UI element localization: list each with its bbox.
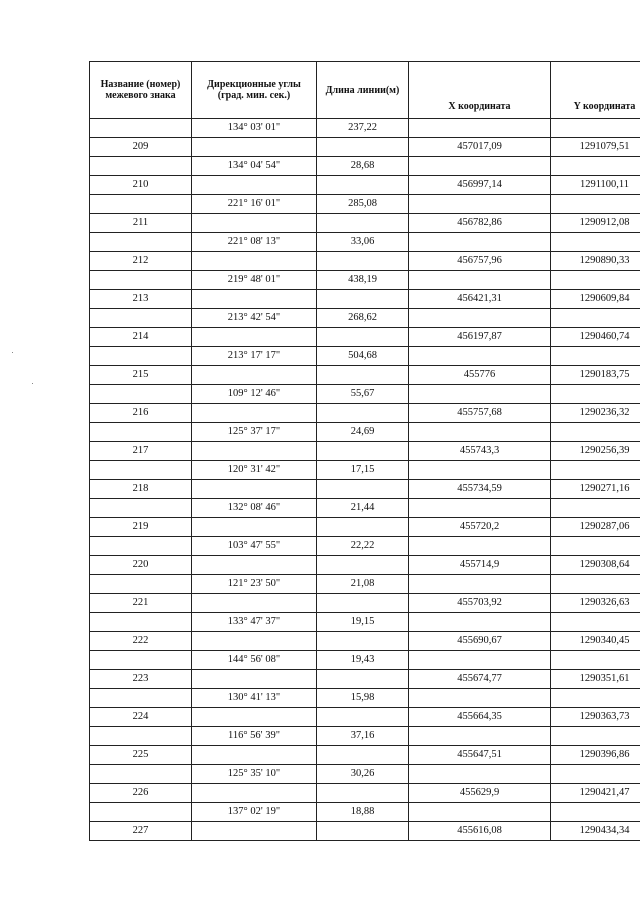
table-row xyxy=(90,822,640,841)
line-length-cell xyxy=(317,404,409,423)
x-coordinate-cell xyxy=(409,727,551,746)
table-header-row xyxy=(90,62,640,119)
x-coordinate-cell xyxy=(409,803,551,822)
table-row xyxy=(90,252,640,271)
point-name-cell xyxy=(90,803,192,822)
point-name-cell xyxy=(90,233,192,252)
y-coordinate-cell xyxy=(551,651,640,670)
line-length-cell xyxy=(317,328,409,347)
table-row xyxy=(90,233,640,252)
x-coordinate-cell xyxy=(409,689,551,708)
line-length-cell xyxy=(317,822,409,841)
point-name-cell xyxy=(90,689,192,708)
table-row xyxy=(90,480,640,499)
table-row xyxy=(90,366,640,385)
table-row xyxy=(90,499,640,518)
direction-angle-cell: 103° 47' 55" xyxy=(192,537,317,556)
x-coordinate-cell xyxy=(409,575,551,594)
line-length-cell: 237,22 xyxy=(317,119,409,138)
direction-angle-cell: 130° 41' 13" xyxy=(192,689,317,708)
line-length-cell: 21,44 xyxy=(317,499,409,518)
y-coordinate-cell xyxy=(551,233,640,252)
y-coordinate-cell xyxy=(551,727,640,746)
direction-angle-cell: 133° 47' 37" xyxy=(192,613,317,632)
point-name-cell xyxy=(90,271,192,290)
table-row xyxy=(90,518,640,537)
point-name-cell xyxy=(90,347,192,366)
scan-speck xyxy=(32,383,33,384)
table-row xyxy=(90,138,640,157)
table-row xyxy=(90,651,640,670)
point-name-cell: 210 xyxy=(90,176,192,195)
point-name-cell xyxy=(90,727,192,746)
line-length-cell: 19,15 xyxy=(317,613,409,632)
point-name-cell xyxy=(90,537,192,556)
y-coordinate-cell xyxy=(551,195,640,214)
x-coordinate-cell xyxy=(409,195,551,214)
direction-angle-cell xyxy=(192,290,317,309)
line-length-cell xyxy=(317,556,409,575)
line-length-cell: 18,88 xyxy=(317,803,409,822)
table-row xyxy=(90,556,640,575)
line-length-cell: 55,67 xyxy=(317,385,409,404)
direction-angle-cell xyxy=(192,214,317,233)
y-coordinate-cell: 1290308,64 xyxy=(551,556,640,575)
table-row xyxy=(90,176,640,195)
line-length-cell xyxy=(317,784,409,803)
x-coordinate-cell xyxy=(409,385,551,404)
table-row xyxy=(90,727,640,746)
direction-angle-cell xyxy=(192,822,317,841)
x-coordinate-cell xyxy=(409,499,551,518)
header-y: Y координата xyxy=(551,62,640,119)
point-name-cell xyxy=(90,195,192,214)
direction-angle-cell: 221° 16' 01" xyxy=(192,195,317,214)
y-coordinate-cell xyxy=(551,537,640,556)
y-coordinate-cell: 1290460,74 xyxy=(551,328,640,347)
direction-angle-cell xyxy=(192,784,317,803)
direction-angle-cell: 125° 37' 17" xyxy=(192,423,317,442)
y-coordinate-cell xyxy=(551,461,640,480)
y-coordinate-cell xyxy=(551,385,640,404)
line-length-cell: 33,06 xyxy=(317,233,409,252)
direction-angle-cell xyxy=(192,252,317,271)
point-name-cell xyxy=(90,613,192,632)
direction-angle-cell xyxy=(192,328,317,347)
direction-angle-cell: 221° 08' 13" xyxy=(192,233,317,252)
point-name-cell xyxy=(90,461,192,480)
y-coordinate-cell xyxy=(551,613,640,632)
table-row xyxy=(90,632,640,651)
direction-angle-cell xyxy=(192,138,317,157)
point-name-cell: 219 xyxy=(90,518,192,537)
direction-angle-cell: 109° 12' 46" xyxy=(192,385,317,404)
y-coordinate-cell xyxy=(551,347,640,366)
y-coordinate-cell xyxy=(551,157,640,176)
boundary-coordinates-table xyxy=(89,61,640,841)
x-coordinate-cell: 457017,09 xyxy=(409,138,551,157)
table-row xyxy=(90,765,640,784)
line-length-cell: 21,08 xyxy=(317,575,409,594)
table-row xyxy=(90,461,640,480)
table-row xyxy=(90,328,640,347)
table-row xyxy=(90,613,640,632)
point-name-cell xyxy=(90,385,192,404)
table-row xyxy=(90,404,640,423)
x-coordinate-cell xyxy=(409,613,551,632)
x-coordinate-cell xyxy=(409,537,551,556)
x-coordinate-cell xyxy=(409,309,551,328)
table-row xyxy=(90,537,640,556)
line-length-cell: 268,62 xyxy=(317,309,409,328)
x-coordinate-cell: 455690,67 xyxy=(409,632,551,651)
table-row xyxy=(90,214,640,233)
y-coordinate-cell: 1290912,08 xyxy=(551,214,640,233)
x-coordinate-cell xyxy=(409,119,551,138)
table-row xyxy=(90,271,640,290)
x-coordinate-cell: 455629,9 xyxy=(409,784,551,803)
point-name-cell: 212 xyxy=(90,252,192,271)
x-coordinate-cell: 455616,08 xyxy=(409,822,551,841)
line-length-cell: 438,19 xyxy=(317,271,409,290)
line-length-cell xyxy=(317,480,409,499)
direction-angle-cell xyxy=(192,480,317,499)
header-length: Длина линии(м) xyxy=(317,62,409,119)
x-coordinate-cell: 455720,2 xyxy=(409,518,551,537)
direction-angle-cell: 213° 42' 54" xyxy=(192,309,317,328)
y-coordinate-cell: 1290271,16 xyxy=(551,480,640,499)
y-coordinate-cell: 1290421,47 xyxy=(551,784,640,803)
line-length-cell xyxy=(317,708,409,727)
line-length-cell: 24,69 xyxy=(317,423,409,442)
line-length-cell: 37,16 xyxy=(317,727,409,746)
table-row xyxy=(90,689,640,708)
y-coordinate-cell xyxy=(551,499,640,518)
line-length-cell xyxy=(317,138,409,157)
point-name-cell: 211 xyxy=(90,214,192,233)
y-coordinate-cell: 1291079,51 xyxy=(551,138,640,157)
x-coordinate-cell xyxy=(409,271,551,290)
line-length-cell xyxy=(317,176,409,195)
y-coordinate-cell xyxy=(551,271,640,290)
x-coordinate-cell: 456997,14 xyxy=(409,176,551,195)
line-length-cell xyxy=(317,746,409,765)
point-name-cell: 227 xyxy=(90,822,192,841)
point-name-cell: 223 xyxy=(90,670,192,689)
direction-angle-cell xyxy=(192,632,317,651)
x-coordinate-cell xyxy=(409,157,551,176)
y-coordinate-cell: 1290890,33 xyxy=(551,252,640,271)
table-row xyxy=(90,119,640,138)
line-length-cell xyxy=(317,442,409,461)
point-name-cell: 224 xyxy=(90,708,192,727)
direction-angle-cell: 137° 02' 19" xyxy=(192,803,317,822)
x-coordinate-cell xyxy=(409,423,551,442)
scan-speck xyxy=(12,352,13,353)
direction-angle-cell: 116° 56' 39" xyxy=(192,727,317,746)
table-row xyxy=(90,442,640,461)
table-row xyxy=(90,784,640,803)
point-name-cell: 216 xyxy=(90,404,192,423)
table-row xyxy=(90,803,640,822)
y-coordinate-cell: 1290609,84 xyxy=(551,290,640,309)
table-row xyxy=(90,385,640,404)
y-coordinate-cell: 1290287,06 xyxy=(551,518,640,537)
direction-angle-cell xyxy=(192,176,317,195)
line-length-cell xyxy=(317,594,409,613)
x-coordinate-cell xyxy=(409,461,551,480)
direction-angle-cell xyxy=(192,404,317,423)
y-coordinate-cell: 1291100,11 xyxy=(551,176,640,195)
direction-angle-cell: 120° 31' 42" xyxy=(192,461,317,480)
direction-angle-cell: 134° 04' 54" xyxy=(192,157,317,176)
line-length-cell: 22,22 xyxy=(317,537,409,556)
y-coordinate-cell: 1290351,61 xyxy=(551,670,640,689)
point-name-cell xyxy=(90,499,192,518)
direction-angle-cell xyxy=(192,366,317,385)
direction-angle-cell: 134° 03' 01" xyxy=(192,119,317,138)
point-name-cell: 217 xyxy=(90,442,192,461)
x-coordinate-cell: 455647,51 xyxy=(409,746,551,765)
y-coordinate-cell xyxy=(551,119,640,138)
header-x: X координата xyxy=(409,62,551,119)
header-name: Название (номер) межевого знака xyxy=(90,62,192,119)
line-length-cell xyxy=(317,518,409,537)
point-name-cell: 226 xyxy=(90,784,192,803)
x-coordinate-cell xyxy=(409,765,551,784)
y-coordinate-cell: 1290183,75 xyxy=(551,366,640,385)
table-row xyxy=(90,195,640,214)
y-coordinate-cell xyxy=(551,765,640,784)
direction-angle-cell: 213° 17' 17" xyxy=(192,347,317,366)
x-coordinate-cell: 456782,86 xyxy=(409,214,551,233)
direction-angle-cell: 121° 23' 50" xyxy=(192,575,317,594)
x-coordinate-cell: 455664,35 xyxy=(409,708,551,727)
direction-angle-cell xyxy=(192,556,317,575)
point-name-cell xyxy=(90,575,192,594)
x-coordinate-cell: 455743,3 xyxy=(409,442,551,461)
x-coordinate-cell: 455674,77 xyxy=(409,670,551,689)
point-name-cell: 214 xyxy=(90,328,192,347)
direction-angle-cell xyxy=(192,518,317,537)
point-name-cell: 222 xyxy=(90,632,192,651)
table-row xyxy=(90,347,640,366)
y-coordinate-cell: 1290340,45 xyxy=(551,632,640,651)
y-coordinate-cell xyxy=(551,575,640,594)
y-coordinate-cell xyxy=(551,803,640,822)
line-length-cell: 17,15 xyxy=(317,461,409,480)
y-coordinate-cell: 1290256,39 xyxy=(551,442,640,461)
table-row xyxy=(90,423,640,442)
y-coordinate-cell xyxy=(551,309,640,328)
x-coordinate-cell: 455757,68 xyxy=(409,404,551,423)
table-row xyxy=(90,746,640,765)
line-length-cell: 504,68 xyxy=(317,347,409,366)
y-coordinate-cell: 1290236,32 xyxy=(551,404,640,423)
x-coordinate-cell: 456197,87 xyxy=(409,328,551,347)
line-length-cell xyxy=(317,214,409,233)
point-name-cell: 220 xyxy=(90,556,192,575)
x-coordinate-cell xyxy=(409,651,551,670)
direction-angle-cell: 132° 08' 46" xyxy=(192,499,317,518)
x-coordinate-cell xyxy=(409,347,551,366)
point-name-cell xyxy=(90,765,192,784)
x-coordinate-cell: 455734,59 xyxy=(409,480,551,499)
line-length-cell xyxy=(317,290,409,309)
x-coordinate-cell xyxy=(409,233,551,252)
line-length-cell: 19,43 xyxy=(317,651,409,670)
point-name-cell: 215 xyxy=(90,366,192,385)
point-name-cell xyxy=(90,423,192,442)
table-row xyxy=(90,670,640,689)
point-name-cell xyxy=(90,119,192,138)
y-coordinate-cell xyxy=(551,689,640,708)
y-coordinate-cell: 1290363,73 xyxy=(551,708,640,727)
x-coordinate-cell: 456757,96 xyxy=(409,252,551,271)
table-row xyxy=(90,309,640,328)
point-name-cell: 218 xyxy=(90,480,192,499)
line-length-cell: 15,98 xyxy=(317,689,409,708)
table-body xyxy=(90,119,640,841)
point-name-cell: 221 xyxy=(90,594,192,613)
table-row xyxy=(90,290,640,309)
line-length-cell: 30,26 xyxy=(317,765,409,784)
y-coordinate-cell: 1290396,86 xyxy=(551,746,640,765)
x-coordinate-cell: 455776 xyxy=(409,366,551,385)
direction-angle-cell xyxy=(192,708,317,727)
line-length-cell: 28,68 xyxy=(317,157,409,176)
x-coordinate-cell: 455714,9 xyxy=(409,556,551,575)
direction-angle-cell: 144° 56' 08" xyxy=(192,651,317,670)
line-length-cell xyxy=(317,366,409,385)
direction-angle-cell xyxy=(192,670,317,689)
point-name-cell: 225 xyxy=(90,746,192,765)
table-row xyxy=(90,594,640,613)
point-name-cell: 209 xyxy=(90,138,192,157)
line-length-cell xyxy=(317,252,409,271)
y-coordinate-cell: 1290434,34 xyxy=(551,822,640,841)
direction-angle-cell xyxy=(192,594,317,613)
line-length-cell xyxy=(317,670,409,689)
table-row xyxy=(90,157,640,176)
x-coordinate-cell: 455703,92 xyxy=(409,594,551,613)
point-name-cell xyxy=(90,651,192,670)
table-row xyxy=(90,708,640,727)
direction-angle-cell xyxy=(192,442,317,461)
direction-angle-cell: 125° 35' 10" xyxy=(192,765,317,784)
header-angle: Дирекционные углы (град. мин. сек.) xyxy=(192,62,317,119)
line-length-cell xyxy=(317,632,409,651)
table-row xyxy=(90,575,640,594)
x-coordinate-cell: 456421,31 xyxy=(409,290,551,309)
direction-angle-cell xyxy=(192,746,317,765)
direction-angle-cell: 219° 48' 01" xyxy=(192,271,317,290)
y-coordinate-cell xyxy=(551,423,640,442)
point-name-cell xyxy=(90,157,192,176)
y-coordinate-cell: 1290326,63 xyxy=(551,594,640,613)
line-length-cell: 285,08 xyxy=(317,195,409,214)
point-name-cell: 213 xyxy=(90,290,192,309)
point-name-cell xyxy=(90,309,192,328)
